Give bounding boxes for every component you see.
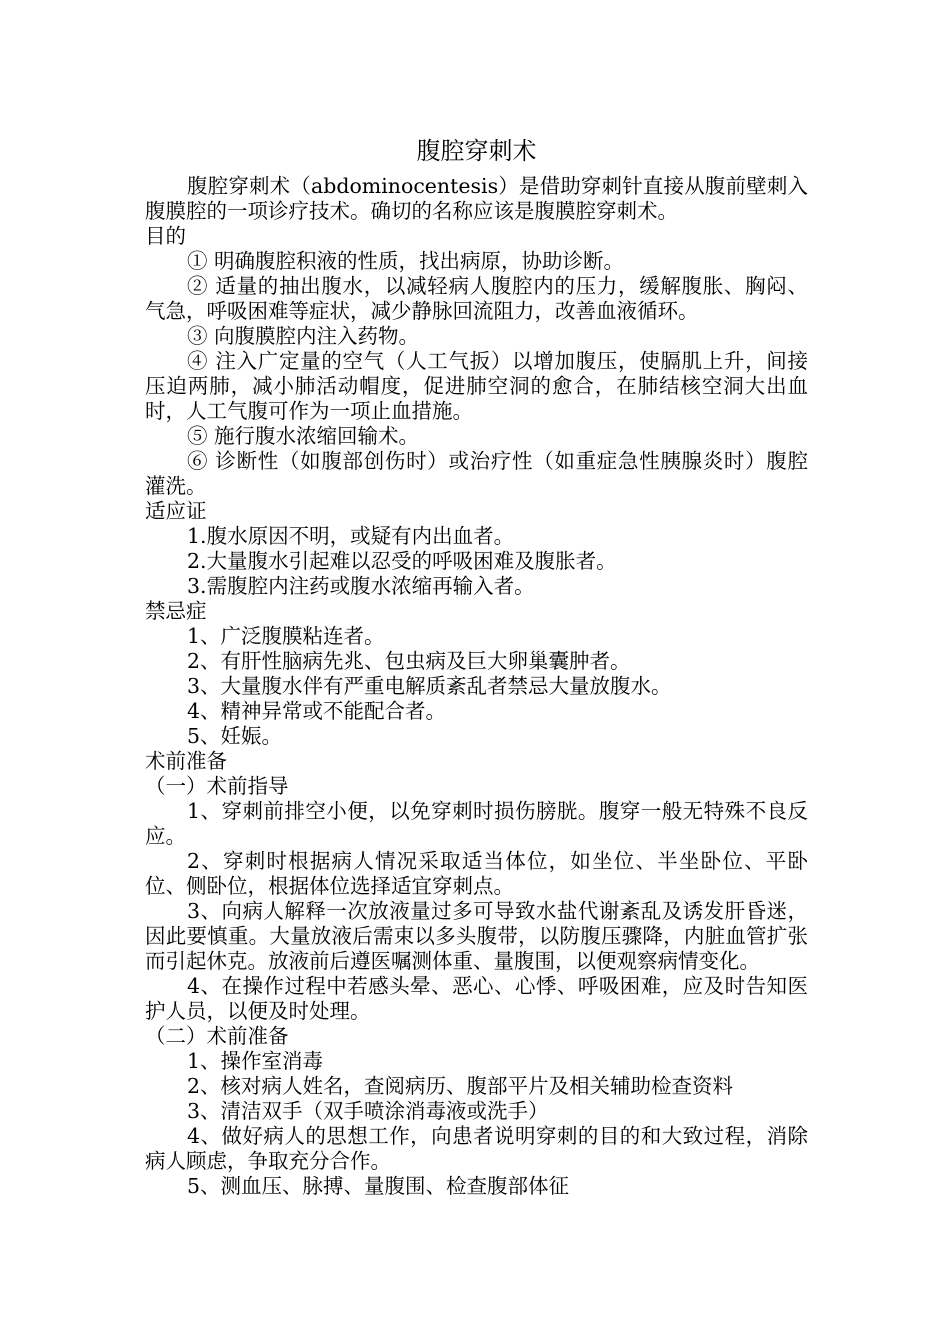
subsection-heading-preparation: （二）术前准备 — [145, 1024, 289, 1048]
contraindication-item: 1、广泛腹膜粘连者。 — [187, 624, 385, 648]
contraindication-item: 5、妊娠。 — [187, 724, 283, 748]
purpose-item: ① 明确腹腔积液的性质，找出病原，协助诊断。 — [187, 249, 625, 273]
guidance-item: 3、向病人解释一次放液量过多可导致水盐代谢紊乱及诱发肝昏迷，因此要慎重。大量放液后需束以多头腹带，以防腹压骤降，内脏血管扩张而引起休克。放液前后遵医嘱测体重、量腹围，以便观察病情变化。 — [145, 899, 808, 973]
contraindication-item: 2、有肝性脑病先兆、包虫病及巨大卵巢囊肿者。 — [187, 649, 631, 673]
preparation-item: 3、清洁双手（双手喷涂消毒液或洗手） — [187, 1099, 549, 1123]
contraindication-item: 4、精神异常或不能配合者。 — [187, 699, 447, 723]
indication-item: 3.需腹腔内注药或腹水浓缩再输入者。 — [187, 574, 535, 598]
section-heading-indications: 适应证 — [145, 499, 207, 523]
preparation-item: 4、做好病人的思想工作，向患者说明穿刺的目的和大致过程，消除病人顾虑，争取充分合作。 — [145, 1124, 808, 1173]
contraindication-item: 3、大量腹水伴有严重电解质紊乱者禁忌大量放腹水。 — [187, 674, 672, 698]
page-title: 腹腔穿刺术 — [416, 137, 537, 165]
section-heading-preop: 术前准备 — [145, 749, 227, 773]
preparation-item: 2、核对病人姓名，查阅病历、腹部平片及相关辅助检查资料 — [187, 1074, 734, 1098]
section-heading-purpose: 目的 — [145, 224, 186, 248]
guidance-item: 2、穿刺时根据病人情况采取适当体位，如坐位、半坐卧位、平卧位、侧卧位，根据体位选择适宜穿刺点。 — [145, 849, 808, 898]
document-body — [145, 132, 808, 1199]
preparation-item: 1、操作室消毒 — [187, 1049, 324, 1073]
intro-paragraph: 腹腔穿刺术（abdominocentesis）是借助穿刺针直接从腹前壁刺入腹膜腔的一项诊疗技术。确切的名称应该是腹膜腔穿刺术。 — [145, 174, 808, 223]
guidance-item: 4、在操作过程中若感头晕、恶心、心悸、呼吸困难，应及时告知医护人员，以便及时处理。 — [145, 974, 808, 1023]
guidance-item: 1、穿刺前排空小便，以免穿刺时损伤膀胱。腹穿一般无特殊不良反应。 — [145, 799, 808, 848]
purpose-item: ② 适量的抽出腹水，以减轻病人腹腔内的压力，缓解腹胀、胸闷、气急，呼吸困难等症状，减少静脉回流阻力，改善血液循环。 — [145, 274, 808, 323]
section-heading-contraindications: 禁忌症 — [145, 599, 207, 623]
purpose-item: ③ 向腹膜腔内注入药物。 — [187, 324, 420, 348]
subsection-heading-guidance: （一）术前指导 — [145, 774, 289, 798]
purpose-item: ④ 注入广定量的空气（人工气扳）以增加腹压，使膈肌上升，间接压迫两肺，减小肺活动帽度，促进肺空洞的愈合，在肺结核空洞大出血时，人工气腹可作为一项止血措施。 — [145, 349, 808, 423]
purpose-item: ⑥ 诊断性（如腹部创伤时）或治疗性（如重症急性胰腺炎时）腹腔灌洗。 — [145, 449, 808, 498]
purpose-item: ⑤ 施行腹水浓缩回输术。 — [187, 424, 420, 448]
indication-item: 1.腹水原因不明，或疑有内出血者。 — [187, 524, 515, 548]
preparation-item: 5、测血压、脉搏、量腹围、检查腹部体征 — [187, 1174, 570, 1198]
indication-item: 2.大量腹水引起难以忍受的呼吸困难及腹胀者。 — [187, 549, 617, 573]
